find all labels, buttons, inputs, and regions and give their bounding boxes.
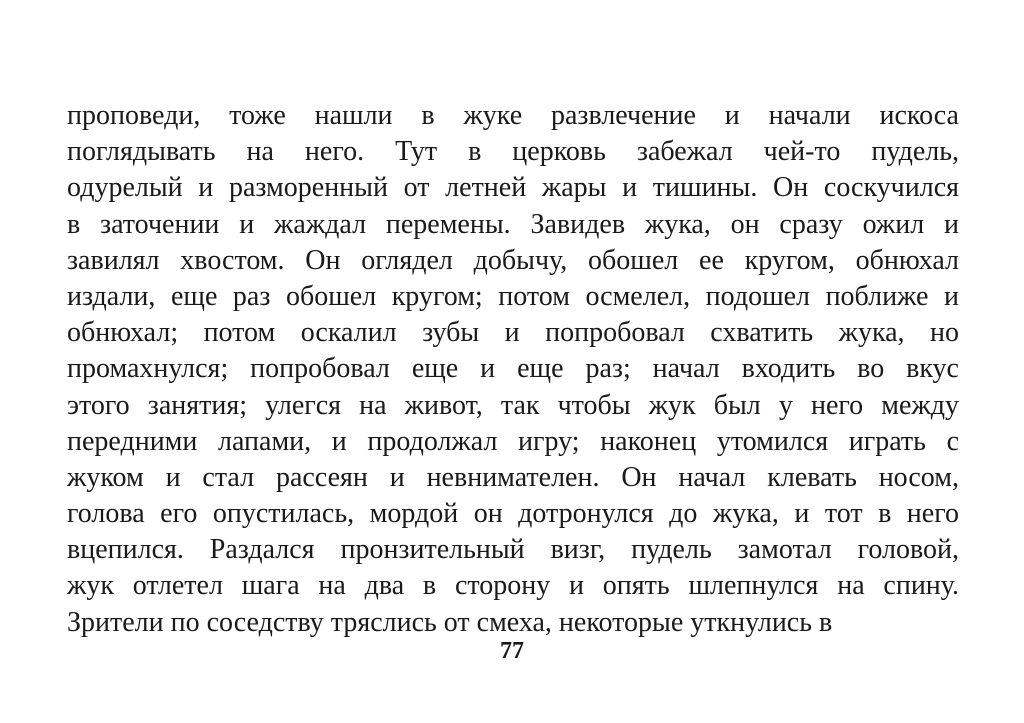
text-line: жуком и стал рассеян и невнимателен. Он начал клевать носом, (67, 461, 959, 493)
text-line: голова его опустилась, мордой он дотронулся до жука, и тот в него (67, 498, 959, 530)
text-line: в заточении и жаждал перемены. Завидев жука, он сразу ожил и (67, 208, 959, 240)
text-line: промахнулся; попробовал еще и еще раз; начал входить во вкус (67, 353, 959, 385)
text-line: передними лапами, и продолжал игру; наконец утомился играть с (67, 425, 959, 457)
text-line: поглядывать на него. Тут в церковь забежал чей-то пудель, (67, 136, 959, 168)
text-line: издали, еще раз обошел кругом; потом осмелел, подошел поближе и (67, 280, 959, 312)
text-line: этого занятия; улегся на живот, так чтобы жук был у него между (67, 389, 959, 421)
text-line-last: Зрители по соседству тряслись от смеха, некоторые уткнулись в (67, 606, 833, 638)
text-line: одурелый и разморенный от летней жары и тишины. Он соскучился (67, 172, 959, 204)
text-line: обнюхал; потом оскалил зубы и попробовал схватить жука, но (67, 317, 959, 349)
text-line: завилял хвостом. Он оглядел добычу, обошел ее кругом, обнюхал (67, 244, 959, 276)
text-line: проповеди, тоже нашли в жуке развлечение и начали искоса (67, 100, 959, 131)
page-number: 77 (500, 638, 524, 664)
text-line: жук отлетел шага на два в сторону и опять шлепнулся на спину. (67, 570, 959, 602)
body-text (67, 98, 959, 641)
text-line: вцепился. Раздался пронзительный визг, пудель замотал головой, (67, 534, 959, 566)
